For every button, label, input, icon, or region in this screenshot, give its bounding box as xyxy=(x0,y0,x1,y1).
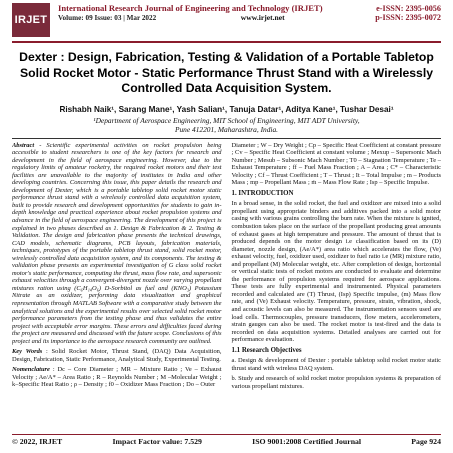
journal-url[interactable]: www.irjet.net xyxy=(240,13,285,22)
objective-b: b. Study and research of solid rocket motor propulsion systems & preparation of various propellant mixtures. xyxy=(231,375,441,390)
header-text-block xyxy=(50,3,441,22)
journal-header xyxy=(12,3,441,39)
section-heading-introduction: 1. INTRODUCTION xyxy=(231,189,294,197)
nomenclature-label: Nomenclature xyxy=(12,366,50,374)
affiliation xyxy=(12,116,441,134)
p-issn: p-ISSN: 2395-0072 xyxy=(375,13,441,22)
page-number: Page 924 xyxy=(411,437,441,446)
abstract-text: - Scientific experimental activities on rocket propulsion being accessible to student researchers is one of the key factors for research and development in the field of aerospace engineering. However, due to the regulatory limits of amateur rocketry, the required rocket motors and their test facilities are unavailable to the majority of institutes in India and other developing countries. Concerning this issue, this paper details the research and development of Dexter, which is a portable tabletop solid rocket motor static performance thrust stand with a wirelessly controlled data acquisition system, built to provide research and development opportunities for students to gain in-depth knowledge and practical experience about rocket propulsion systems and advance in the field of aerospace engineering. The development of this project is explained in two phases described as 1. Design & Fabrication & 2. Testing & Validation. The design and fabrication phase presents the technical drawings, CAD models, schematic diagrams, PCB layouts, fabrication materials, techniques, prototypes of the portable tabletop thrust stand, solid rocket motor, wirelessly controlled data acquisition system, and its components. The testing & validation phase presents an experimental investigation of G class solid rocket motor's static performance, computing the thrust, mass flow rate, and supersonic exhaust velocities through a convergent-divergent nozzle over varying propellant mixtures ration using (C₆H₁₄O₆) D-Sorbitol as fuel and (KNO₃) Potassium Nitrate as an oxidizer, performing data visualization and graphical representation through MATLAB Software with a comparative study between the analytical solutions and the experimental results over selected solid rocket motor performance parameters from the testing phase and thus validates the entire project with acceptable error margins. These errors and difficulties faced during the project are measured and discussed with the future scope. Conclusions of this project and its importance to the aerospace research community are outlined. xyxy=(12,141,222,345)
footer-rule xyxy=(12,434,441,435)
author-list: Rishabh Naik¹, Sarang Mane¹, Yash Salian¹, Tanuja Datar¹, Aditya Kane¹, Tushar Desai¹ xyxy=(59,104,394,114)
nomenclature-text: : Dc – Core Diameter ; MR – Mixture Ratio ; Ve – Exhaust Velocity ; Ae/A* – Area Ratio ; R – Reynolds Number ; M –Molecular Weight ; k–Specific Heat Ratio ; ρ – Density ; f0 – Oxidizer Mass Fraction ; Do – Outer xyxy=(12,366,222,389)
iso-certification: ISO 9001:2008 Certified Journal xyxy=(252,437,362,446)
affiliation-line-1: ¹Department of Aerospace Engineering, MIT School of Engineering, MIT ADT University, xyxy=(93,115,360,125)
volume-issue: Volume: 09 Issue: 03 | Mar 2022 xyxy=(58,14,157,22)
e-issn: e-ISSN: 2395-0056 xyxy=(376,4,441,13)
abstract-paragraph xyxy=(12,142,222,346)
nomenclature-paragraph xyxy=(12,366,222,389)
copyright: © 2022, IRJET xyxy=(12,437,63,446)
abstract-label: Abstract xyxy=(12,141,35,149)
affiliation-line-2: Pune 412201, Maharashtra, India. xyxy=(174,124,279,134)
impact-factor: Impact Factor value: 7.529 xyxy=(112,437,202,446)
keywords-text: : Solid Rocket Motor, Thrust Stand, (DAQ) Data Acquisition, Design, Fabrication, Static Performance, Analytical Study, Experimental Testing. xyxy=(12,348,222,363)
right-column xyxy=(232,142,442,445)
left-column xyxy=(12,142,222,445)
objective-a: a. Design & development of Dexter : portable tabletop solid rocket motor static thrust stand with wireless DAQ system. xyxy=(231,357,441,372)
keywords-label: Key Words xyxy=(12,348,43,356)
introduction-paragraph: In a broad sense, in the solid rocket, the fuel and oxidizer are mixed into a solid propellant using appropriate binders and additives packed into a solid motor casing with various grains controlling the burn rate. When the mixture is ignited, combustion takes place on the surface of the propellant producing great amounts of exhaust gases at high temperature and pressure. The amount of thrust that is produced depends on the motor design i.e classification based on its (D) diameter, nozzle design, (Ae/A*) area ratio which accelerates the flow, (Ve) exhaust velocity, fuel, oxidizer used, oxidizer to fuel ratio i.e (MR) mixture ratio, and propellant (M) Molecular weight, etc. After completion of design, horizontal or vertical static tests of rocket motors are conducted to evaluate and determine the performance of propulsion systems required for aerospace applications. These tests are fully experimental and instrumented. Physical parameters recorded and calculated are (T) Thrust, (Isp) Specific impulse, (m) Mass flow rate, and (Ve) Exhaust velocity. Temperature, pressure, strain, vibration, shock, and acoustic levels can also be measured. The instrumentation sensors used are load cells. Thermocouples, pressure transducers, flow meters, accelerometers, strain gauges can also be used. The rocket motor is test-fired and the data is recorded on data acquisition systems. Detailed analyses are carried out for performance evaluation. xyxy=(231,200,441,344)
title-separator xyxy=(12,138,441,139)
journal-name: International Research Journal of Engineering and Technology (IRJET) xyxy=(58,3,323,13)
journal-logo: IRJET xyxy=(12,3,50,37)
nomenclature-continued: Diameter ; W – Dry Weight ; Cp – Specific Heat Coefficient at constant pressure ; Cv – Specific Heat Coefficient at constant volume ; Mexup – Supersonic Mach Number ; Mesub – Subsonic Mach Number ; T0 – Stagnation Temperature ; Te – Exhaust Temperature ; ff – Fuel Mass Fraction ; A – Area ; C* – Characteristic Velocity ; Cf – Thrust Coefficient ; T – Thrust ; It – Total Impulse ; m – Products Mass ; mp – Propellant Mass ; ṁ – Mass Flow Rate ; Isp – Specific Impulse. xyxy=(231,141,441,187)
two-column-body xyxy=(12,142,441,445)
subsection-heading-objectives: 1.1 Research Objectives xyxy=(231,346,302,354)
keywords-paragraph xyxy=(12,348,222,363)
page-footer xyxy=(12,437,441,446)
paper-title: Dexter : Design, Fabrication, Testing & Validation of a Portable Tabletop Solid Rocket Motor - Static Performance Thrust Stand with a Wirelessly Controlled Data Acquisition System. xyxy=(19,50,434,95)
header-rule xyxy=(12,41,441,43)
